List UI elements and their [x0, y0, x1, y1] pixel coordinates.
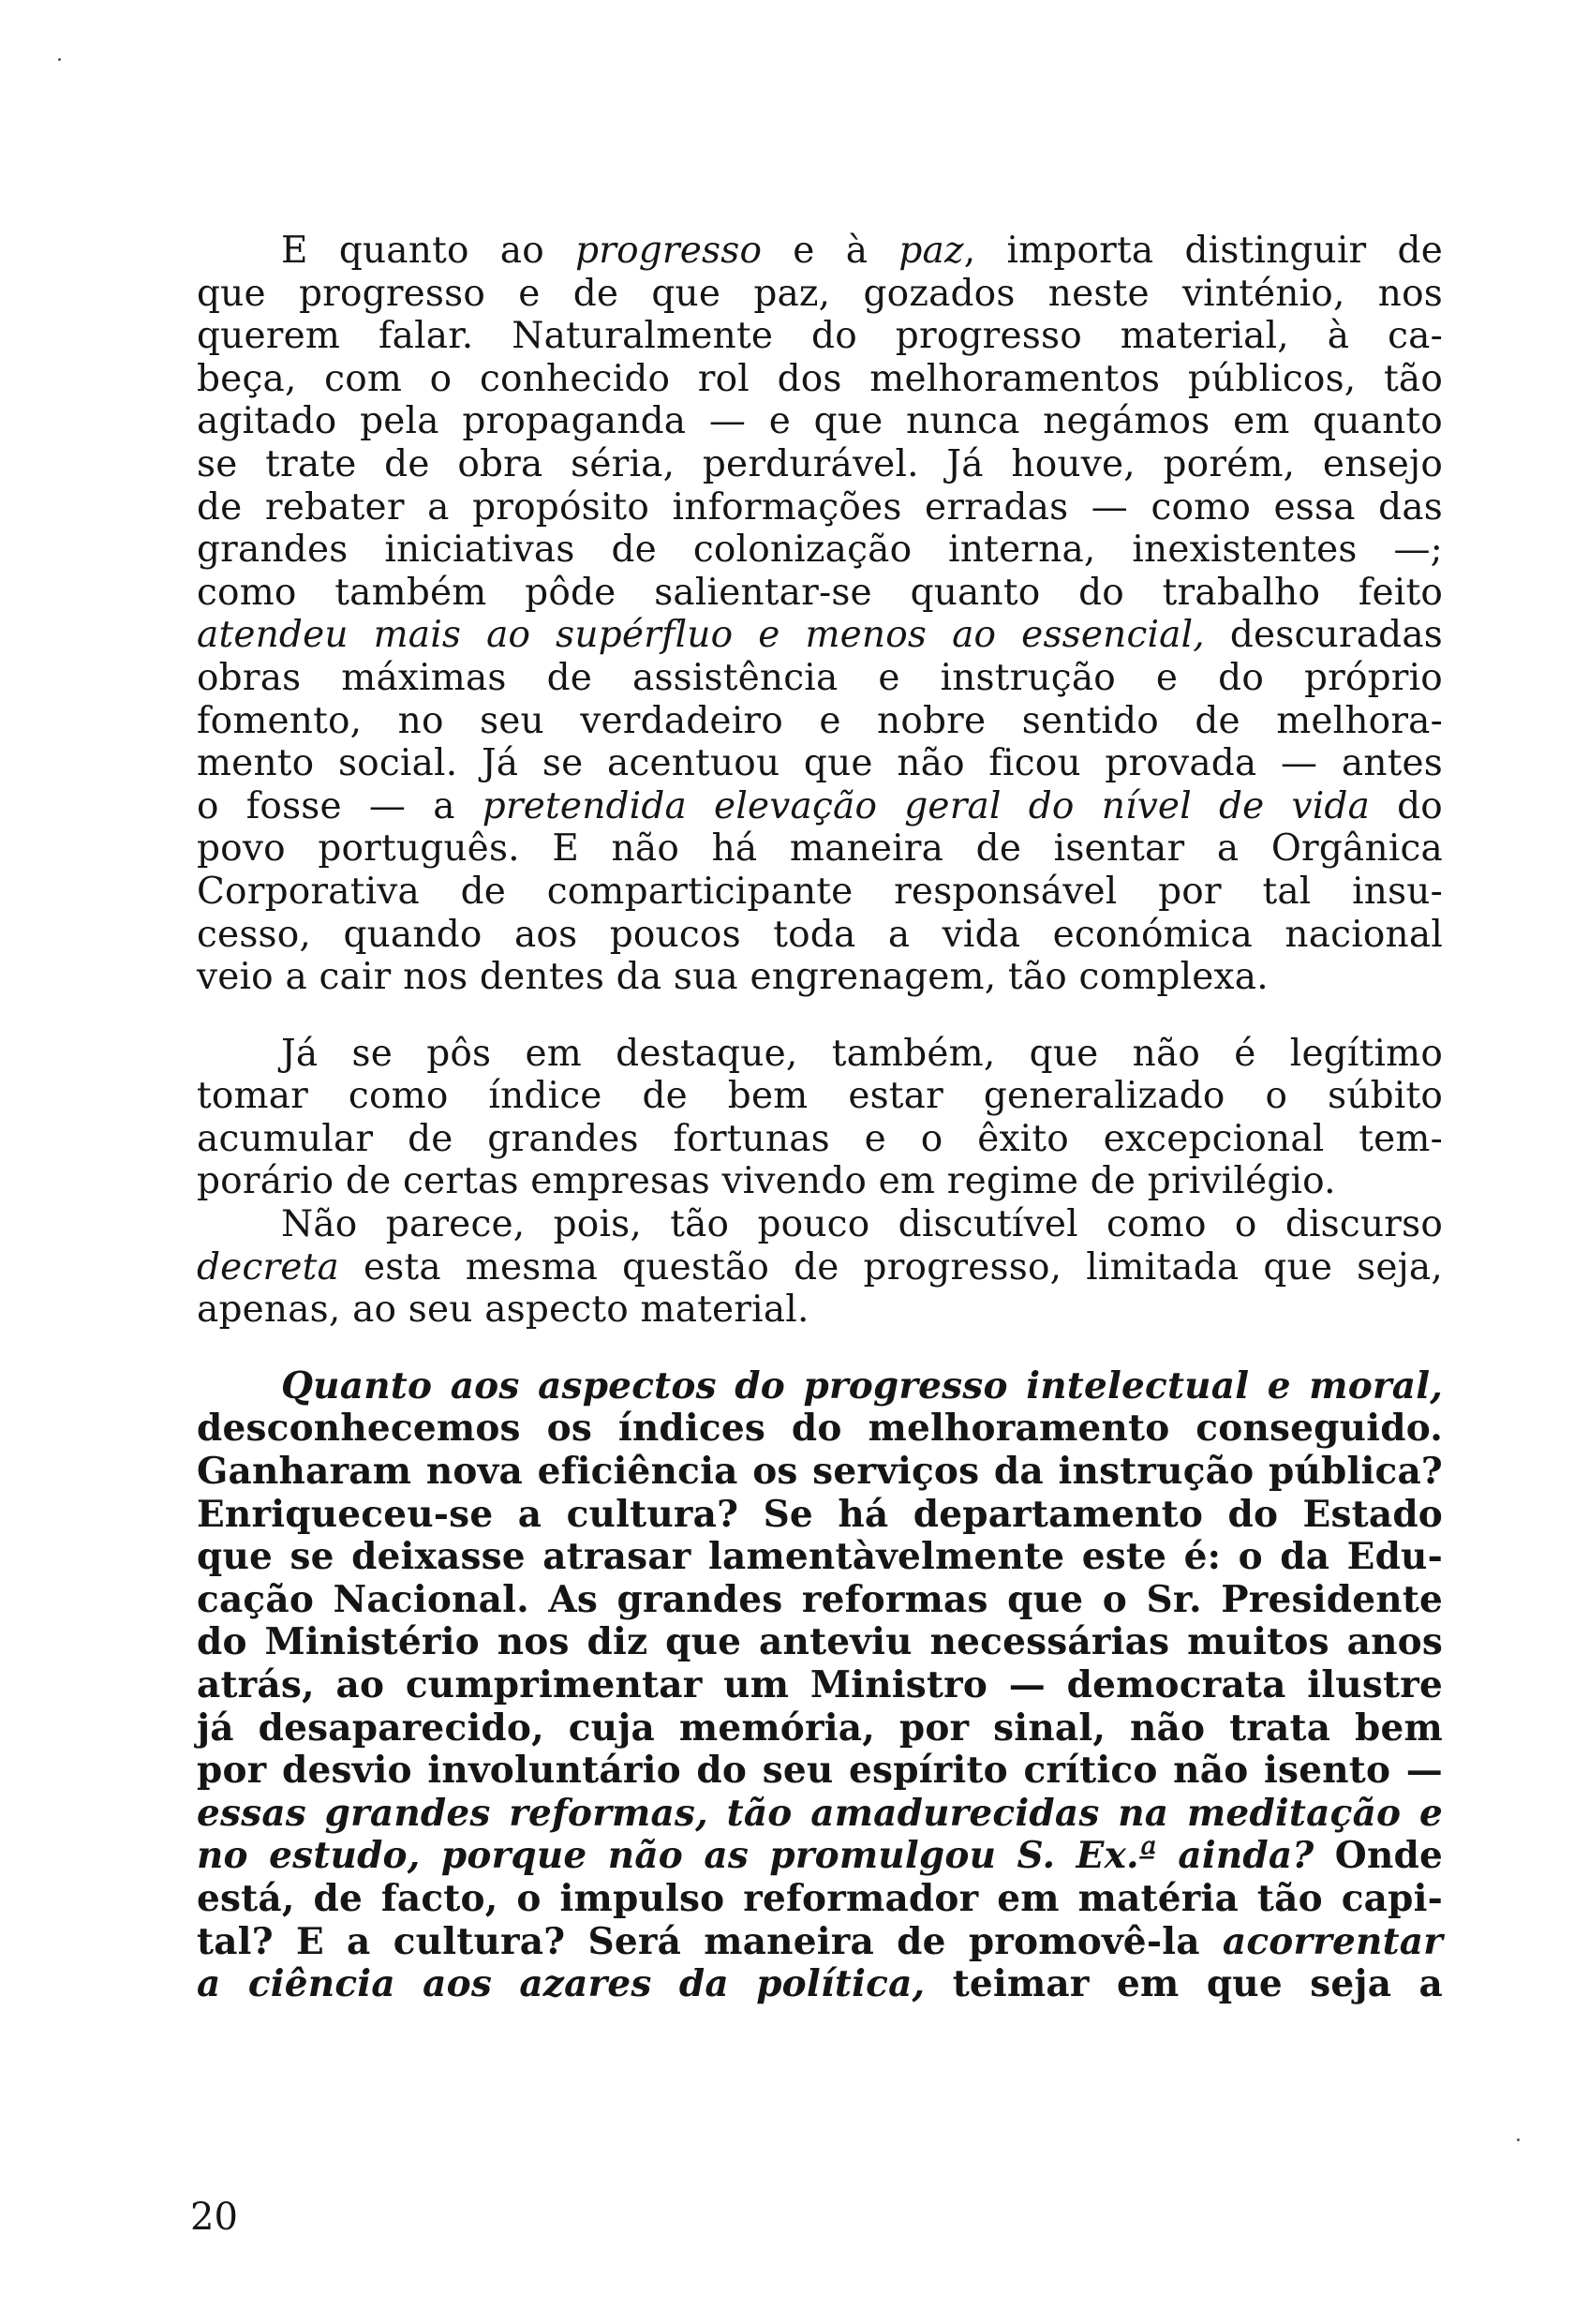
text-line: tal? E a cultura? Será maneira de promovê-la acorrentar	[197, 1919, 1443, 1963]
text-line: cesso, quando aos poucos toda a vida económica nacional	[197, 913, 1443, 956]
text-line: povo português. E não há maneira de isentar a Orgânica	[197, 827, 1443, 871]
paragraph-intellectual-progress	[197, 1365, 1443, 2006]
text-line: mento social. Já se acentuou que não ficou provada — antes	[197, 742, 1443, 785]
text-line: o fosse — a pretendida elevação geral do nível de vida do	[197, 784, 1443, 827]
text-line: Corporativa de comparticipante responsável por tal insu-	[197, 870, 1443, 913]
paragraph-wealth	[197, 1033, 1443, 1203]
text-line: que se deixasse atrasar lamentàvelmente este é: o da Edu-	[197, 1535, 1443, 1579]
text-line: Enriqueceu-se a cultura? Se há departamento do Estado	[197, 1492, 1443, 1536]
paragraph-discourse	[197, 1203, 1443, 1332]
text-line: atendeu mais ao supérfluo e menos ao essencial, descuradas	[197, 614, 1443, 657]
text-line: por desvio involuntário do seu espírito crítico não isento —	[197, 1749, 1443, 1793]
text-line: obras máximas de assistência e instrução e do próprio	[197, 656, 1443, 699]
text-line: que progresso e de que paz, gozados neste vinténio, nos	[197, 272, 1443, 315]
text-line: já desaparecido, cuja memória, por sinal, não trata bem	[197, 1706, 1443, 1750]
paragraph-progress-peace	[197, 230, 1443, 999]
text-line: acumular de grandes fortunas e o êxito excepcional tem-	[197, 1117, 1443, 1160]
text-line: do Ministério nos diz que anteviu necessárias muitos anos	[197, 1620, 1443, 1664]
text-line: Não parece, pois, tão pouco discutível como o discurso	[281, 1203, 1443, 1246]
text-line: E quanto ao progresso e à paz, importa distinguir de	[281, 230, 1443, 272]
text-line: apenas, ao seu aspecto material.	[197, 1289, 809, 1332]
text-line: a ciência aos azares da política, teimar em que seja a	[197, 1962, 1443, 2006]
text-line: desconhecemos os índices do melhoramento conseguido.	[197, 1407, 1443, 1451]
text-line: querem falar. Naturalmente do progresso material, à ca-	[197, 315, 1443, 358]
text-line: no estudo, porque não as promulgou S. Ex.ª ainda? Onde	[197, 1834, 1443, 1878]
text-line: fomento, no seu verdadeiro e nobre sentido de melhora-	[197, 699, 1443, 742]
text-line: beça, com o conhecido rol dos melhoramentos públicos, tão	[197, 357, 1443, 400]
text-line: tomar como índice de bem estar generalizado o súbito	[197, 1075, 1443, 1118]
page-number: 20	[190, 2196, 238, 2239]
text-line: de rebater a propósito informações erradas — como essa das	[197, 485, 1443, 529]
text-line: Ganharam nova eficiência os serviços da instrução pública?	[197, 1450, 1443, 1494]
scan-speck	[1517, 2138, 1520, 2141]
scan-speck	[58, 58, 61, 61]
page-body	[197, 230, 1443, 2040]
text-line: porário de certas empresas vivendo em regime de privilégio.	[197, 1160, 1336, 1203]
text-line: veio a cair nos dentes da sua engrenagem, tão complexa.	[197, 956, 1269, 999]
text-line: como também pôde salientar-se quanto do trabalho feito	[197, 571, 1443, 614]
text-line: atrás, ao cumprimentar um Ministro — democrata ilustre	[197, 1663, 1443, 1706]
text-line: Já se pôs em destaque, também, que não é legítimo	[281, 1032, 1443, 1075]
text-line: se trate de obra séria, perdurável. Já houve, porém, ensejo	[197, 442, 1443, 485]
text-line: está, de facto, o impulso reformador em matéria tão capi-	[197, 1876, 1443, 1920]
text-line: decreta esta mesma questão de progresso, limitada que seja,	[197, 1245, 1443, 1289]
text-line: agitado pela propaganda — e que nunca negámos em quanto	[197, 400, 1443, 443]
text-line: essas grandes reformas, tão amadurecidas na meditação e	[197, 1791, 1443, 1835]
text-line: grandes iniciativas de colonização interna, inexistentes —;	[197, 529, 1443, 572]
text-line: Quanto aos aspectos do progresso intelectual e moral,	[281, 1363, 1443, 1408]
text-line: cação Nacional. As grandes reformas que o Sr. Presidente	[197, 1577, 1443, 1621]
